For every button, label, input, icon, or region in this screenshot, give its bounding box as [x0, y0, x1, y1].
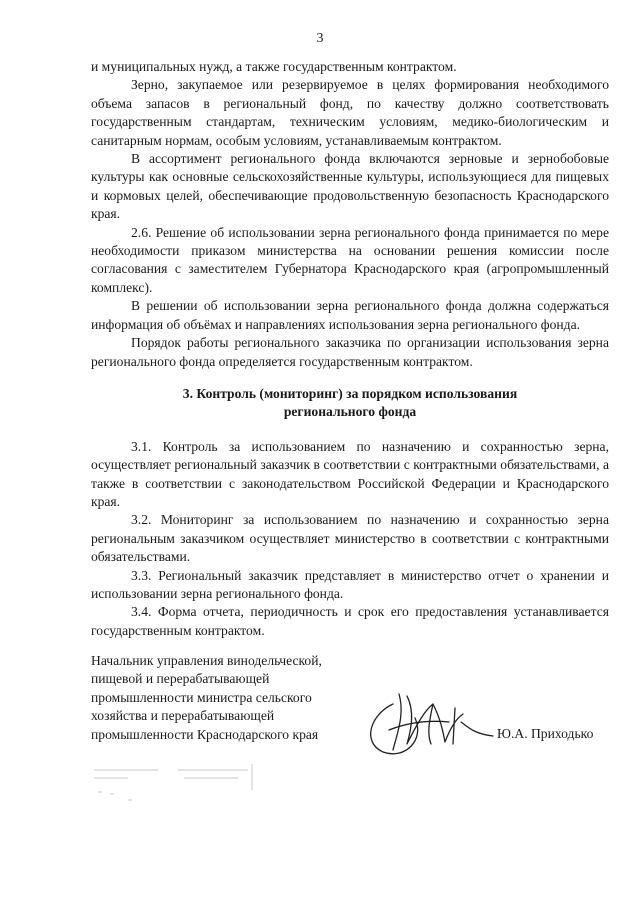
signatory-title-line: промышленности Краснодарского края — [91, 726, 319, 742]
paragraph: Зерно, закупаемое или резервируемое в целях формирования необходимого объема запасов в региональный фонд, по качеству должно соответствовать государственным стандартам, техническим условиям, медико-биологическим и санитарным нормам, особым условиям, устанавливаемым контрактом. — [91, 77, 609, 148]
paragraph: В ассортимент регионального фонда включаются зерновые и зернобобовые культуры как основные сельскохозяйственные культуры, использующиеся для пищевых и кормовых целей, обеспечивающие продовольственную безопасность Краснодарского края. — [91, 151, 609, 222]
section-item: 3.1. Контроль за использованием по назначению и сохранностью зерна, осуществляет региональный заказчик в соответствии с контрактными обязательствами, а также в соответствии с законодательством Российской Федерации и Краснодарского края. — [91, 438, 609, 509]
page-number: 3 — [316, 31, 324, 46]
paragraph: В решении об использовании зерна регионального фонда должна содержаться информация об объёмах и направлениях использования зерна регионального фонда. — [91, 298, 609, 332]
paragraph: 2.6. Решение об использовании зерна регионального фонда принимается по мере необходимости приказом министерства на основании решения комиссии после согласования с заместителем Губернатора Краснодарского края (агропромышленный комплекс). — [91, 224, 609, 295]
section-item: 3.4. Форма отчета, периодичность и срок его предоставления устанавливается государственным контрактом. — [91, 604, 609, 638]
handwritten-signature — [353, 674, 503, 764]
signatory-title-line: Начальник управления винодельческой, — [91, 653, 322, 668]
section-item: 3.3. Региональный заказчик представляет в министерство отчет о хранении и использовании зерна регионального фонда. — [91, 567, 609, 601]
signatory-title-line: промышленности министра сельского — [91, 689, 312, 705]
signatory-title-line: пищевой и перерабатывающей — [91, 671, 270, 687]
faded-stamp-artifact — [88, 760, 268, 810]
signatory-name: Ю.А. Приходько — [497, 726, 594, 741]
document-body — [91, 58, 609, 640]
section-heading-line: 3. Контроль (мониторинг) за порядком использования — [182, 385, 518, 401]
section-heading-line: регионального фонда — [283, 404, 417, 420]
signature-block — [91, 652, 621, 762]
section-heading — [91, 385, 609, 422]
paragraph: Порядок работы регионального заказчика по организации использования зерна регионального фонда определяется государственным контрактом. — [91, 335, 609, 369]
signatory-title-line: хозяйства и перерабатывающей — [91, 708, 275, 724]
section-item: 3.2. Мониторинг за использованием по назначению и сохранностью зерна региональным заказчиком осуществляет министерство в соответствии с контрактными обязательствами. — [91, 512, 609, 565]
signatory-title — [91, 652, 361, 744]
paragraph: и муниципальных нужд, а также государственным контрактом. — [91, 59, 457, 74]
